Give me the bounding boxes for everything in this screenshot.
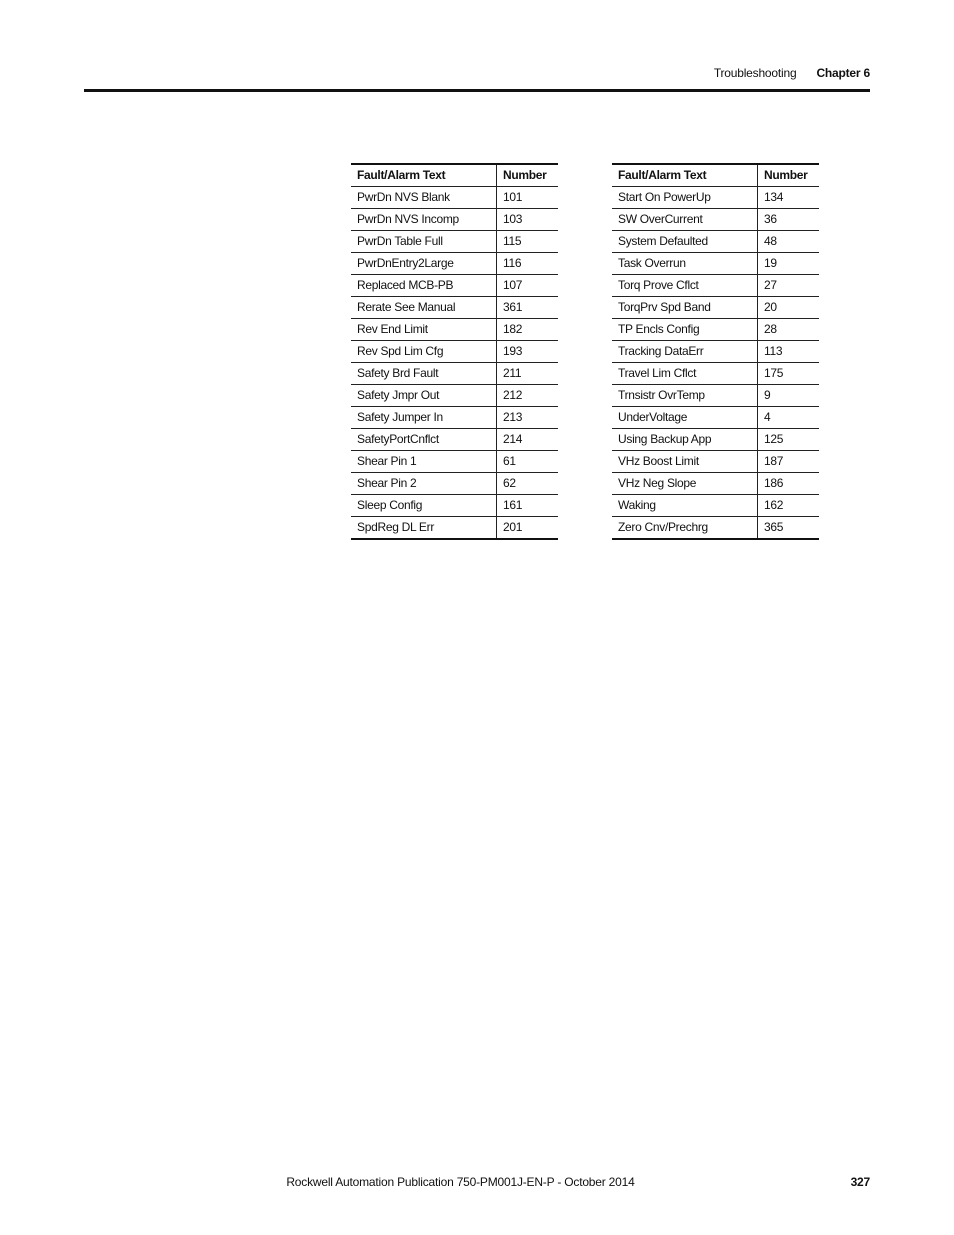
fault-number: 161 xyxy=(497,495,559,517)
header-chapter: Chapter 6 xyxy=(816,66,870,80)
column-header-text: Fault/Alarm Text xyxy=(351,164,497,187)
fault-number: 27 xyxy=(758,275,820,297)
fault-text: Sleep Config xyxy=(351,495,497,517)
fault-text: PwrDn Table Full xyxy=(351,231,497,253)
table-row xyxy=(351,429,558,451)
fault-text: Tracking DataErr xyxy=(612,341,758,363)
fault-number: 19 xyxy=(758,253,820,275)
table-row xyxy=(612,495,819,517)
fault-number: 182 xyxy=(497,319,559,341)
fault-text: Travel Lim Cflct xyxy=(612,363,758,385)
fault-number: 107 xyxy=(497,275,559,297)
page-header xyxy=(714,66,870,80)
fault-number: 61 xyxy=(497,451,559,473)
fault-text: SW OverCurrent xyxy=(612,209,758,231)
fault-number: 186 xyxy=(758,473,820,495)
publication-info: Rockwell Automation Publication 750-PM001J-EN-P - October 2014 xyxy=(286,1175,635,1189)
fault-number: 28 xyxy=(758,319,820,341)
table-row xyxy=(612,275,819,297)
fault-text: Safety Jmpr Out xyxy=(351,385,497,407)
fault-number: 113 xyxy=(758,341,820,363)
table-row xyxy=(351,297,558,319)
fault-text: UnderVoltage xyxy=(612,407,758,429)
fault-text: PwrDn NVS Blank xyxy=(351,187,497,209)
fault-text: Rev End Limit xyxy=(351,319,497,341)
fault-number: 187 xyxy=(758,451,820,473)
table-row xyxy=(351,275,558,297)
fault-text: Waking xyxy=(612,495,758,517)
fault-number: 36 xyxy=(758,209,820,231)
fault-text: PwrDn NVS Incomp xyxy=(351,209,497,231)
fault-text: PwrDnEntry2Large xyxy=(351,253,497,275)
fault-text: Rerate See Manual xyxy=(351,297,497,319)
table-row xyxy=(612,407,819,429)
page-footer xyxy=(286,1175,870,1189)
fault-text: System Defaulted xyxy=(612,231,758,253)
fault-text: TP Encls Config xyxy=(612,319,758,341)
fault-number: 101 xyxy=(497,187,559,209)
table-row xyxy=(351,407,558,429)
table-row xyxy=(351,253,558,275)
column-header-text: Fault/Alarm Text xyxy=(612,164,758,187)
fault-text: TorqPrv Spd Band xyxy=(612,297,758,319)
fault-number: 115 xyxy=(497,231,559,253)
fault-text: Safety Brd Fault xyxy=(351,363,497,385)
fault-number: 116 xyxy=(497,253,559,275)
fault-number: 134 xyxy=(758,187,820,209)
fault-text: SafetyPortCnflct xyxy=(351,429,497,451)
fault-text: VHz Boost Limit xyxy=(612,451,758,473)
table-row xyxy=(351,451,558,473)
table-row xyxy=(612,385,819,407)
fault-number: 125 xyxy=(758,429,820,451)
table-row xyxy=(612,297,819,319)
fault-number: 162 xyxy=(758,495,820,517)
table-row xyxy=(612,187,819,209)
table-row xyxy=(612,363,819,385)
table-row xyxy=(351,517,558,540)
fault-number: 213 xyxy=(497,407,559,429)
table-row xyxy=(612,209,819,231)
fault-number: 201 xyxy=(497,517,559,540)
table-row xyxy=(351,363,558,385)
fault-number: 365 xyxy=(758,517,820,540)
fault-text: Replaced MCB-PB xyxy=(351,275,497,297)
column-header-number: Number xyxy=(758,164,820,187)
table-row xyxy=(351,187,558,209)
fault-number: 4 xyxy=(758,407,820,429)
fault-text: SpdReg DL Err xyxy=(351,517,497,540)
table-row xyxy=(351,495,558,517)
fault-text: Task Overrun xyxy=(612,253,758,275)
table-row xyxy=(612,253,819,275)
fault-text: Torq Prove Cflct xyxy=(612,275,758,297)
fault-text: Trnsistr OvrTemp xyxy=(612,385,758,407)
fault-text: Zero Cnv/Prechrg xyxy=(612,517,758,540)
fault-table-1 xyxy=(351,163,558,540)
fault-number: 103 xyxy=(497,209,559,231)
table-row xyxy=(612,429,819,451)
table-row xyxy=(612,231,819,253)
fault-number: 193 xyxy=(497,341,559,363)
table-row xyxy=(612,473,819,495)
table-row xyxy=(612,451,819,473)
table-header-row xyxy=(612,164,819,187)
table-row xyxy=(612,517,819,540)
fault-number: 361 xyxy=(497,297,559,319)
fault-number: 214 xyxy=(497,429,559,451)
fault-number: 211 xyxy=(497,363,559,385)
table-header-row xyxy=(351,164,558,187)
table-row xyxy=(351,473,558,495)
fault-text: Start On PowerUp xyxy=(612,187,758,209)
fault-number: 48 xyxy=(758,231,820,253)
fault-text: Rev Spd Lim Cfg xyxy=(351,341,497,363)
column-header-number: Number xyxy=(497,164,559,187)
fault-text: Shear Pin 1 xyxy=(351,451,497,473)
table-row xyxy=(351,319,558,341)
fault-number: 62 xyxy=(497,473,559,495)
fault-number: 212 xyxy=(497,385,559,407)
table-row xyxy=(612,319,819,341)
fault-text: Shear Pin 2 xyxy=(351,473,497,495)
fault-number: 9 xyxy=(758,385,820,407)
header-rule xyxy=(84,89,870,92)
table-row xyxy=(612,341,819,363)
fault-number: 175 xyxy=(758,363,820,385)
fault-text: VHz Neg Slope xyxy=(612,473,758,495)
page-number: 327 xyxy=(850,1175,870,1189)
table-row xyxy=(351,231,558,253)
header-section: Troubleshooting xyxy=(713,66,797,80)
table-row xyxy=(351,385,558,407)
table-row xyxy=(351,209,558,231)
fault-table-2 xyxy=(612,163,819,540)
table-row xyxy=(351,341,558,363)
fault-text: Safety Jumper In xyxy=(351,407,497,429)
fault-number: 20 xyxy=(758,297,820,319)
fault-text: Using Backup App xyxy=(612,429,758,451)
